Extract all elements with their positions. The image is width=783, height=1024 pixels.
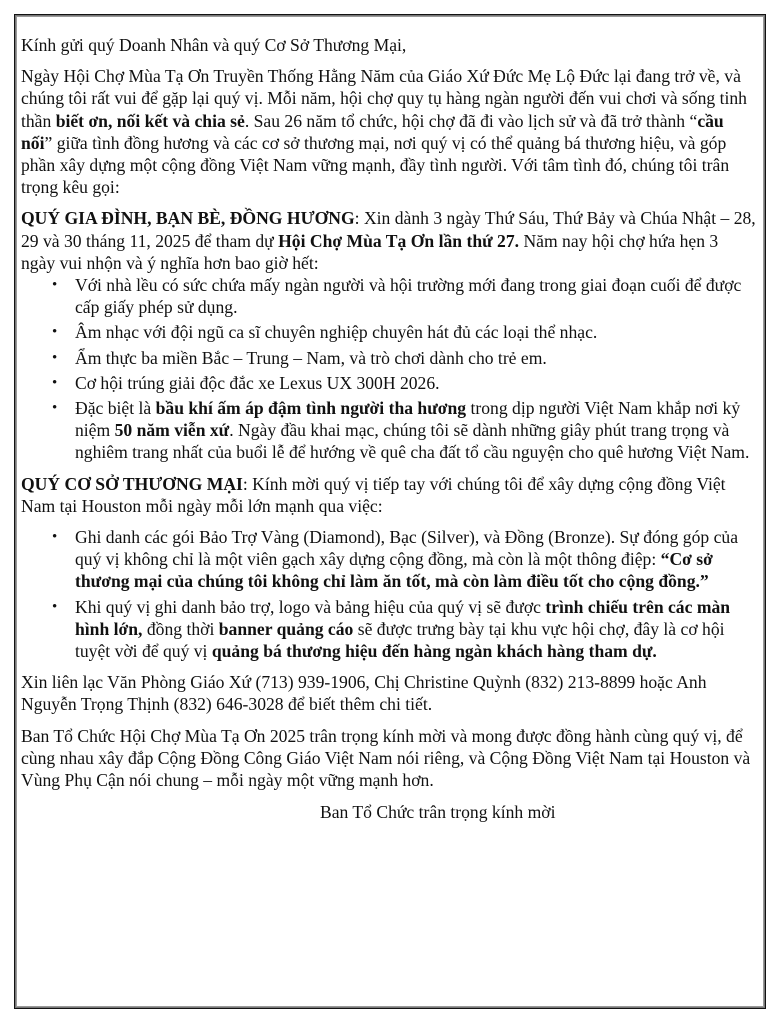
list-item [21, 526, 756, 593]
intro-emphasis: cầu nối [21, 110, 724, 153]
list-item-emphasis: quảng bá thương hiệu đến hàng ngàn khách hàng tham dự. [211, 641, 657, 662]
contact-paragraph: Xin liên lạc Văn Phòng Giáo Xứ (713) 939-1906, Chị Christine Quỳnh (832) 213-8899 hoặc Anh Nguyễn Trọng Thịnh (832) 646-3028 để biết thêm chi tiết. [21, 672, 707, 715]
families-heading: QUÝ GIA ĐÌNH, BẠN BÈ, ĐỒNG HƯƠNG [21, 208, 355, 229]
intro-text: Ngày Hội Chợ Mùa Tạ Ơn Truyền Thống Hằng Năm của Giáo Xứ Đức Mẹ Lộ Đức lại đang trở về, và chúng tôi rất vui để gặp lại quý vị. Mỗi năm, hội chợ quy tụ hàng ngàn người đến vui chơi và sống tinh thần [21, 66, 747, 131]
bullet-icon: • [52, 400, 58, 417]
bullet-icon: • [52, 324, 58, 341]
list-item-text: Với nhà lều có sức chứa mấy ngàn người và hội trường mới đang trong giai đoạn cuối để được cấp giấy phép sử dụng. [75, 275, 742, 318]
list-item-text: trong dịp người Việt Nam khắp nơi kỷ niệm [75, 398, 741, 441]
list-item-text: Đặc biệt là [75, 398, 156, 419]
families-paragraph [21, 207, 756, 274]
list-item-emphasis: 50 năm viễn xứ [114, 420, 230, 441]
list-item-text: Ghi danh các gói Bảo Trợ Vàng (Diamond), Bạc (Silver), và Đồng (Bronze). Sự đóng góp của quý vị không chỉ là một viên gạch xây dựng cộng đồng, mà còn là một thông điệp: [75, 527, 739, 570]
list-item-emphasis: banner quảng cáo [218, 618, 354, 639]
families-emphasis: Hội Chợ Mùa Tạ Ơn lần thứ 27. [278, 230, 520, 251]
businesses-text: : Kính mời quý vị tiếp tay với chúng tôi để xây dựng cộng đồng Việt Nam tại Houston mỗi ngày mỗi lớn mạnh qua việc: [21, 473, 726, 516]
signature: Ban Tổ Chức trân trọng kính mời [320, 802, 556, 823]
businesses-heading: QUÝ CƠ SỞ THƯƠNG MẠI [21, 473, 243, 494]
list-item-text: Âm nhạc với đội ngũ ca sĩ chuyên nghiệp chuyên hát đủ các loại thể nhạc. [75, 322, 598, 343]
list-item-emphasis: “Cơ sở thương mại của chúng tôi không chỉ làm ăn tốt, mà còn làm điều tốt cho cộng đồng.” [75, 549, 713, 592]
list-item-text: Cơ hội trúng giải độc đắc xe Lexus UX 300H 2026. [75, 372, 440, 393]
bullet-icon: • [52, 598, 58, 615]
intro-emphasis: biết ơn, nối kết và chia sẻ [55, 110, 245, 131]
families-list [21, 274, 756, 464]
list-item [21, 321, 756, 343]
families-text: : Xin dành 3 ngày Thứ Sáu, Thứ Bảy và Chúa Nhật – 28, 29 và 30 tháng 11, 2025 để tham dự [21, 208, 756, 251]
list-item [21, 397, 756, 464]
businesses-list [21, 526, 756, 662]
closing-paragraph: Ban Tổ Chức Hội Chợ Mùa Tạ Ơn 2025 trân trọng kính mời và mong được đồng hành cùng quý vị, để cùng nhau xây đắp Cộng Đồng Công Giáo Việt Nam nói riêng, và Cộng Đồng Việt Nam tại Houston và Vùng Phụ Cận nói chung – mỗi ngày một vững mạnh hơn. [21, 725, 751, 791]
greeting: Kính gửi quý Doanh Nhân và quý Cơ Sở Thương Mại, [21, 35, 407, 55]
bullet-icon: • [52, 349, 58, 366]
list-item [21, 596, 756, 663]
list-item-text: Khi quý vị ghi danh bảo trợ, logo và bảng hiệu của quý vị sẽ được [75, 596, 546, 617]
families-text: Năm nay hội chợ hứa hẹn 3 ngày vui nhộn và ý nghĩa hơn bao giờ hết: [21, 230, 719, 273]
list-item-text: . Ngày đầu khai mạc, chúng tôi sẽ dành những giây phút trang trọng và nghiêm trang nhất của buổi lễ để hướng về quê cha đất tổ cầu nguyện cho quê hương Việt Nam. [75, 420, 750, 463]
bullet-icon: • [52, 529, 58, 546]
list-item-text: sẽ được trưng bày tại khu vực hội chợ, đây là cơ hội tuyệt vời để quý vị [75, 618, 725, 662]
list-item [21, 274, 756, 318]
list-item-text: đồng thời [142, 618, 219, 639]
list-item-emphasis: bầu khí ấm áp đậm tình người tha hương [155, 398, 467, 419]
list-item-emphasis: trình chiếu trên các màn hình lớn, [75, 596, 731, 639]
businesses-paragraph [21, 473, 756, 517]
letter-body [21, 21, 756, 833]
bullet-icon: • [52, 374, 58, 391]
bullet-icon: • [52, 277, 58, 294]
list-item [21, 372, 756, 394]
list-item-text: Ẩm thực ba miền Bắc – Trung – Nam, và trò chơi dành cho trẻ em. [75, 347, 547, 368]
intro-text: ” giữa tình đồng hương và các cơ sở thương mại, nơi quý vị có thể quảng bá thương hiệu, và góp phần xây dựng một cộng đồng Việt Nam vững mạnh, đầy tình người. Với tâm tình đó, chúng tôi trân trọng kêu gọi: [21, 132, 730, 198]
intro-text: . Sau 26 năm tổ chức, hội chợ đã đi vào lịch sử và đã trở thành “ [244, 110, 698, 131]
intro-paragraph [21, 65, 756, 198]
list-item [21, 347, 756, 369]
